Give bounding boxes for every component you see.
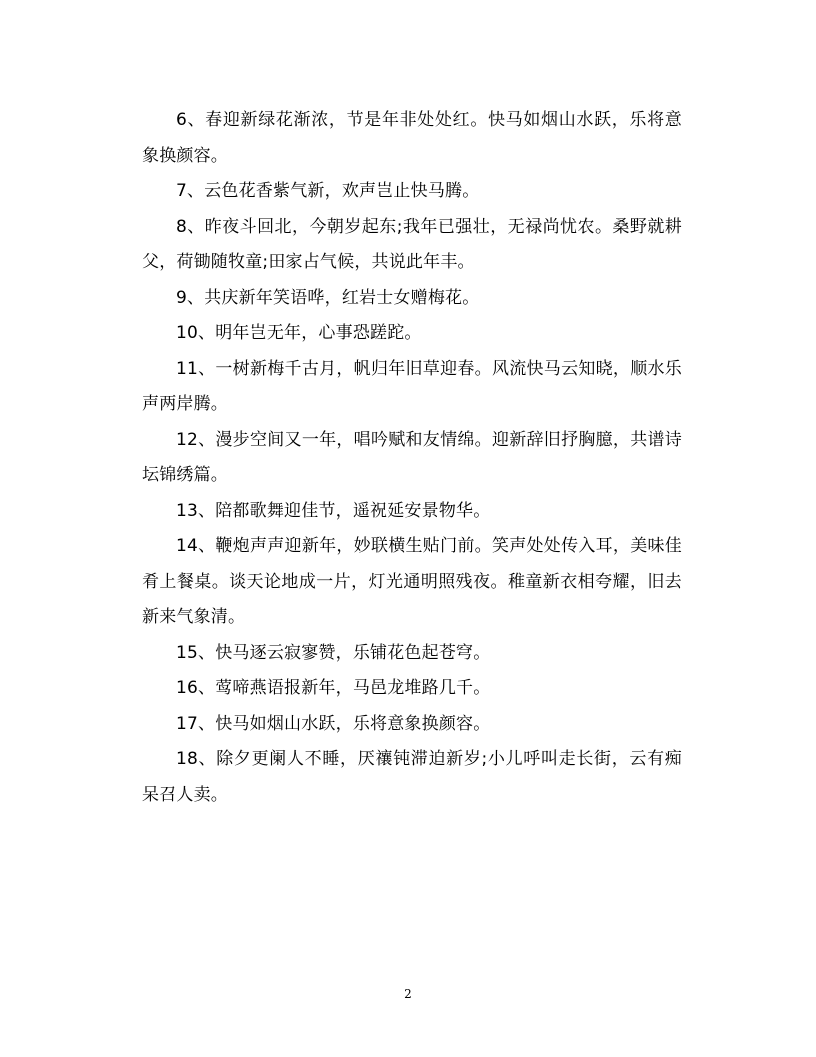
paragraph-item-14: 14、鞭炮声声迎新年，妙联横生贴门前。笑声处处传入耳，美味佳肴上餐桌。谈天论地成一片，灯光通明照残夜。稚童新衣相夸耀，旧去新来气象清。 <box>142 536 682 627</box>
paragraph-item-13: 13、陪都歌舞迎佳节，遥祝延安景物华。 <box>176 500 491 521</box>
paragraph-item-15: 15、快马逐云寂寥赞，乐铺花色起苍穹。 <box>176 642 491 663</box>
page-number: 2 <box>404 987 412 1001</box>
paragraph-item-17: 17、快马如烟山水跃，乐将意象换颜容。 <box>176 713 491 734</box>
document-body <box>142 103 682 813</box>
paragraph-item-11: 11、一树新梅千古月，帆归年旧草迎春。风流快马云知晓，顺水乐声两岸腾。 <box>142 358 682 414</box>
paragraph-item-18: 18、除夕更阑人不睡，厌禳钝滞迫新岁;小儿呼叫走长街，云有痴呆召人卖。 <box>142 749 682 805</box>
paragraph-item-7: 7、云色花香紫气新，欢声岂止快马腾。 <box>176 181 480 201</box>
paragraph-item-8: 8、昨夜斗回北，今朝岁起东;我年已强壮，无禄尚忧农。桑野就耕父，荷锄随牧童;田家占气候，共说此年丰。 <box>142 216 682 272</box>
paragraph-item-16: 16、莺啼燕语报新年，马邑龙堆路几千。 <box>176 678 491 698</box>
paragraph-item-9: 9、共庆新年笑语哗，红岩士女赠梅花。 <box>176 287 480 308</box>
paragraph-item-12: 12、漫步空间又一年，唱吟赋和友情绵。迎新辞旧抒胸臆，共谱诗坛锦绣篇。 <box>142 429 682 485</box>
paragraph-item-6: 6、春迎新绿花渐浓，节是年非处处红。快马如烟山水跃，乐将意象换颜容。 <box>142 110 682 166</box>
paragraph-item-10: 10、明年岂无年，心事恐蹉跎。 <box>176 323 422 343</box>
